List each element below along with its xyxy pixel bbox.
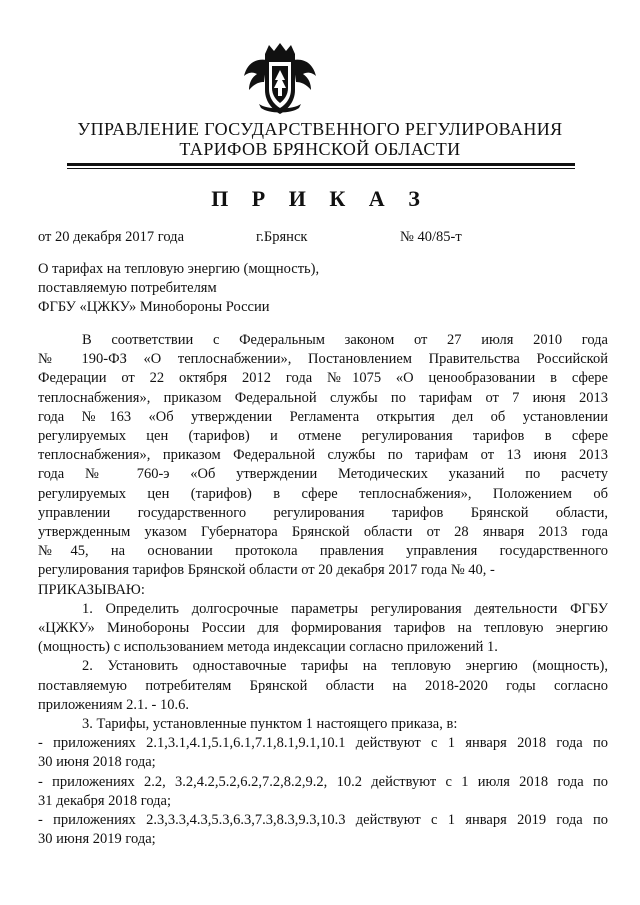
item-3-c-line: 30 июня 2019 года;: [38, 831, 156, 848]
document-title: П Р И К А З: [211, 186, 429, 211]
coat-of-arms-emblem: [241, 42, 319, 118]
preamble-line: управлении государственного регулирования тарифов Брянской области,: [38, 504, 608, 521]
preamble-line: В соответствии с Федеральным законом от 27 июля 2010 года: [82, 332, 608, 348]
document-date: от 20 декабря 2017 года: [38, 229, 184, 245]
preamble-line: № 190-ФЗ «О теплоснабжении», Постановлением Правительства Российской: [38, 351, 608, 368]
item-3-a-line: - приложениях 2.1,3.1,4.1,5.1,6.1,7.1,8.1,9.1,10.1 действуют с 1 января 2018 года по: [38, 735, 608, 752]
preamble-line: регулируемых цен (тарифов) в сфере теплоснабжения», Положением об: [38, 485, 608, 502]
item-3-a-line: 30 июня 2018 года;: [38, 754, 156, 771]
header-rule-thin: [67, 168, 575, 169]
document-city: г.Брянск: [256, 229, 308, 245]
order-word: ПРИКАЗЫВАЮ:: [38, 581, 145, 598]
item-2-line: приложениям 2.1. - 10.6.: [38, 696, 189, 713]
agency-name-line-1: УПРАВЛЕНИЕ ГОСУДАРСТВЕННОГО РЕГУЛИРОВАНИЯ: [77, 119, 563, 139]
preamble-line: года № 760-э «Об утверждении Методических указаний по расчету: [38, 466, 608, 483]
document-body: [38, 331, 608, 849]
preamble-line: теплоснабжения», приказом Федеральной службы по тарифам от 13 июня 2013: [38, 447, 608, 464]
item-2-line: поставляемую потребителям Брянской области на 2018-2020 годы согласно: [38, 677, 608, 694]
item-3-c-line: - приложениях 2.3,3.3,4.3,5.3,6.3,7.3,8.3,9.3,10.3 действуют с 1 января 2019 года по: [38, 812, 608, 829]
document-number: № 40/85-т: [400, 229, 462, 245]
item-1-line: (мощность) с использованием метода индексации согласно приложений 1.: [38, 639, 498, 656]
subject-line: О тарифах на тепловую энергию (мощность),: [38, 261, 320, 277]
preamble-line: регулирования тарифов Брянской области от 20 декабря 2017 года № 40, -: [38, 562, 495, 579]
item-3-intro: 3. Тарифы, установленные пунктом 1 настоящего приказа, в:: [82, 716, 458, 733]
item-3-b-line: 31 декабря 2018 года;: [38, 792, 172, 809]
preamble-line: теплоснабжения», приказом Федеральной службы по тарифам от 7 июня 2013: [38, 389, 608, 406]
preamble-line: регулируемых цен (тарифов) и отмене регулирования тарифов в сфере: [38, 428, 608, 445]
subject-line: ФГБУ «ЦЖКУ» Минобороны России: [38, 299, 270, 315]
subject-line: поставляемую потребителям: [38, 280, 217, 296]
preamble-line: Федерации от 22 октября 2012 года №1075 «О ценообразовании в сфере: [38, 370, 608, 387]
item-3-b-line: - приложениях 2.2, 3.2,4.2,5.2,6.2,7.2,8.2,9.2, 10.2 действуют с 1 июля 2018 года по: [38, 773, 608, 790]
agency-name-line-2: ТАРИФОВ БРЯНСКОЙ ОБЛАСТИ: [179, 139, 461, 159]
preamble-line: года №163 «Об утверждении Регламента открытия дел об установлении: [38, 408, 608, 425]
item-2-line: 2. Установить одноставочные тарифы на тепловую энергию (мощность),: [82, 658, 608, 675]
header-rule-thick: [67, 163, 575, 166]
preamble-line: утвержденным указом Губернатора Брянской области от 28 января 2013 года: [38, 524, 608, 541]
item-1-line: «ЦЖКУ» Минобороны России для формирования тарифов на тепловую энергию: [38, 620, 608, 637]
preamble-line: №45, на основании протокола правления управления государственного: [38, 543, 608, 560]
item-1-line: 1. Определить долгосрочные параметры регулирования деятельности ФГБУ: [82, 600, 608, 617]
document-subject: [38, 260, 319, 317]
